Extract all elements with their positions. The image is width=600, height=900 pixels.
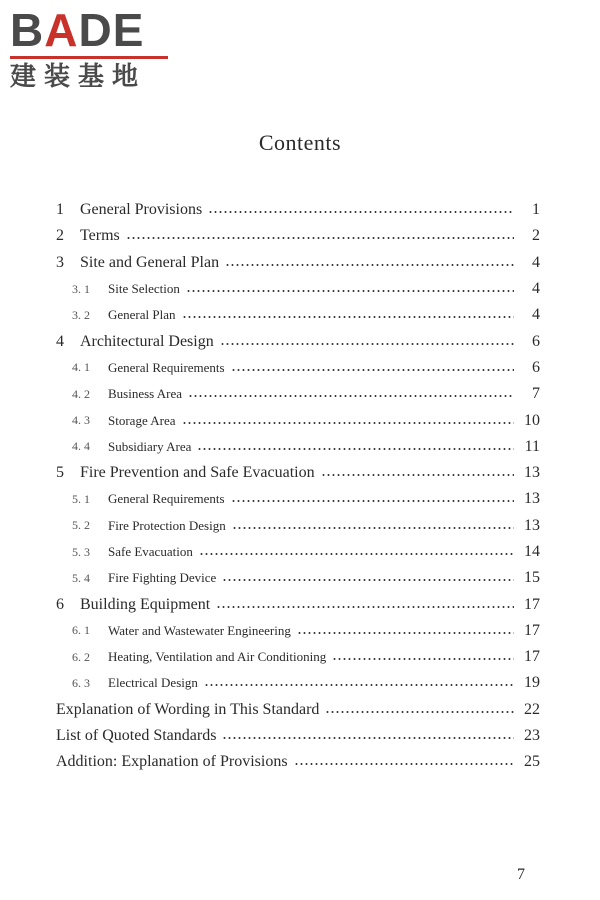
toc-entry-page: 19 <box>524 674 540 692</box>
toc-entry-label: Fire Prevention and Safe Evacuation <box>80 464 315 482</box>
toc-entry-label: Building Equipment <box>80 595 211 613</box>
toc-entry-number: 5. 3 <box>72 544 90 559</box>
toc-entry-page: 6 <box>532 358 540 376</box>
toc-entry-number: 6. 3 <box>72 675 90 690</box>
toc-entry-page: 23 <box>524 727 540 745</box>
toc-dot-leader <box>294 763 514 765</box>
toc-dot-leader <box>204 684 514 686</box>
toc-entry-page: 6 <box>532 332 540 350</box>
toc-dot-leader <box>321 474 514 476</box>
toc-entry-number: 6. 2 <box>72 649 90 664</box>
toc-dot-leader <box>231 369 514 371</box>
toc-subsection-entry[interactable] <box>0 276 600 302</box>
toc-entry-label: Architectural Design <box>80 332 214 350</box>
page-title: Contents <box>258 130 342 155</box>
toc-entry-page: 17 <box>524 621 540 639</box>
toc-subsection-entry[interactable] <box>0 513 600 539</box>
toc-entry-label: Water and Wastewater Engineering <box>108 622 291 638</box>
toc-entry-number: 5. 2 <box>72 518 90 533</box>
logo-wordmark: BADE <box>10 4 145 56</box>
toc-dot-leader <box>220 343 514 345</box>
toc-chapter-entry[interactable] <box>0 328 600 354</box>
toc-dot-leader <box>332 658 514 660</box>
toc-dot-leader <box>325 711 514 713</box>
toc-entry-label: Safe Evacuation <box>108 544 193 559</box>
toc-dot-leader <box>231 500 514 502</box>
toc-dot-leader <box>186 290 514 292</box>
toc-chapter-entry[interactable] <box>0 197 600 223</box>
toc-entry-label: Subsidiary Area <box>108 438 192 454</box>
toc-entry-page: 17 <box>524 595 540 613</box>
toc-entry-label: List of Quoted Standards <box>56 727 217 745</box>
toc-entry-page: 14 <box>524 543 540 560</box>
toc-dot-leader <box>197 448 514 450</box>
toc-chapter-entry[interactable] <box>0 591 600 617</box>
toc-dot-leader <box>222 579 514 581</box>
toc-entry-page: 13 <box>524 516 540 534</box>
toc-entry-page: 4 <box>532 280 540 298</box>
toc-entry-page: 1 <box>532 201 540 219</box>
toc-entry-label: General Plan <box>108 307 176 323</box>
toc-entry-label: Addition: Explanation of Provisions <box>56 753 288 771</box>
toc-dot-leader <box>216 606 514 608</box>
logo-underline <box>10 56 168 59</box>
toc-entry-page: 17 <box>524 648 540 666</box>
toc-entry-number: 5. 1 <box>72 491 90 506</box>
toc-entry-label: Explanation of Wording in This Standard <box>56 700 320 718</box>
toc-dot-leader <box>126 237 514 239</box>
toc-subsection-entry[interactable] <box>0 407 600 433</box>
toc-dot-leader <box>182 316 514 318</box>
toc-entry-label: Storage Area <box>108 412 176 428</box>
toc-entry-page: 7 <box>532 385 540 403</box>
toc-entry-page: 10 <box>524 411 540 429</box>
toc-subsection-entry[interactable] <box>0 644 600 670</box>
table-of-contents <box>0 197 600 776</box>
toc-entry-number: 4. 4 <box>72 439 90 454</box>
toc-subsection-entry[interactable] <box>0 618 600 644</box>
toc-entry-number: 3. 1 <box>72 281 90 296</box>
toc-subsection-entry[interactable] <box>0 539 600 565</box>
toc-chapter-entry[interactable] <box>0 250 600 276</box>
toc-appendix-entry[interactable] <box>0 749 600 775</box>
toc-entry-number: 3. 2 <box>72 307 90 322</box>
toc-entry-label: Fire Protection Design <box>108 517 226 533</box>
toc-entry-number: 4. 3 <box>72 413 90 428</box>
toc-entry-label: General Provisions <box>80 201 203 219</box>
toc-entry-label: Heating, Ventilation and Air Conditioning <box>108 649 327 665</box>
toc-entry-number: 5. 4 <box>72 570 90 585</box>
brand-logo <box>10 6 175 92</box>
toc-dot-leader <box>182 422 514 424</box>
toc-entry-label: Site and General Plan <box>80 253 220 271</box>
toc-entry-label: Business Area <box>108 386 183 402</box>
toc-dot-leader <box>225 264 514 266</box>
toc-entry-page: 4 <box>532 306 540 324</box>
toc-entry-label: Site Selection <box>108 281 180 297</box>
toc-dot-leader <box>232 527 514 529</box>
toc-entry-number: 2 <box>56 227 64 245</box>
toc-entry-label: Electrical Design <box>108 675 198 691</box>
toc-entry-page: 2 <box>532 227 540 245</box>
toc-entry-label: General Requirements <box>108 359 225 375</box>
toc-entry-label: Fire Fighting Device <box>108 570 217 586</box>
toc-dot-leader <box>188 395 514 397</box>
toc-subsection-entry[interactable] <box>0 381 600 407</box>
toc-entry-number: 3 <box>56 253 64 271</box>
page-number: 7 <box>517 866 525 883</box>
toc-subsection-entry[interactable] <box>0 434 600 460</box>
toc-dot-leader <box>208 211 514 213</box>
toc-subsection-entry[interactable] <box>0 355 600 381</box>
toc-entry-number: 1 <box>56 201 64 219</box>
toc-dot-leader <box>199 553 514 555</box>
toc-entry-page: 15 <box>524 569 540 587</box>
toc-chapter-entry[interactable] <box>0 223 600 249</box>
toc-entry-page: 13 <box>524 490 540 508</box>
toc-entry-page: 13 <box>524 464 540 482</box>
toc-subsection-entry[interactable] <box>0 565 600 591</box>
toc-entry-page: 25 <box>524 753 540 771</box>
toc-dot-leader <box>297 632 514 634</box>
logo-chinese-text: 建装基地 <box>10 62 147 92</box>
toc-dot-leader <box>222 737 514 739</box>
toc-appendix-entry[interactable] <box>0 697 600 723</box>
toc-entry-number: 6. 1 <box>72 623 90 638</box>
toc-subsection-entry[interactable] <box>0 670 600 696</box>
toc-entry-page: 22 <box>524 700 540 718</box>
toc-entry-number: 4. 2 <box>72 386 90 401</box>
toc-chapter-entry[interactable] <box>0 460 600 486</box>
toc-appendix-entry[interactable] <box>0 723 600 749</box>
toc-subsection-entry[interactable] <box>0 302 600 328</box>
toc-subsection-entry[interactable] <box>0 486 600 512</box>
toc-entry-number: 6 <box>56 595 64 613</box>
toc-entry-number: 5 <box>56 464 64 482</box>
toc-entry-number: 4. 1 <box>72 360 90 375</box>
toc-entry-label: General Requirements <box>108 491 225 507</box>
toc-entry-page: 11 <box>524 437 540 455</box>
toc-entry-number: 4 <box>56 332 64 350</box>
toc-entry-page: 4 <box>532 253 540 271</box>
toc-entry-label: Terms <box>80 227 120 245</box>
